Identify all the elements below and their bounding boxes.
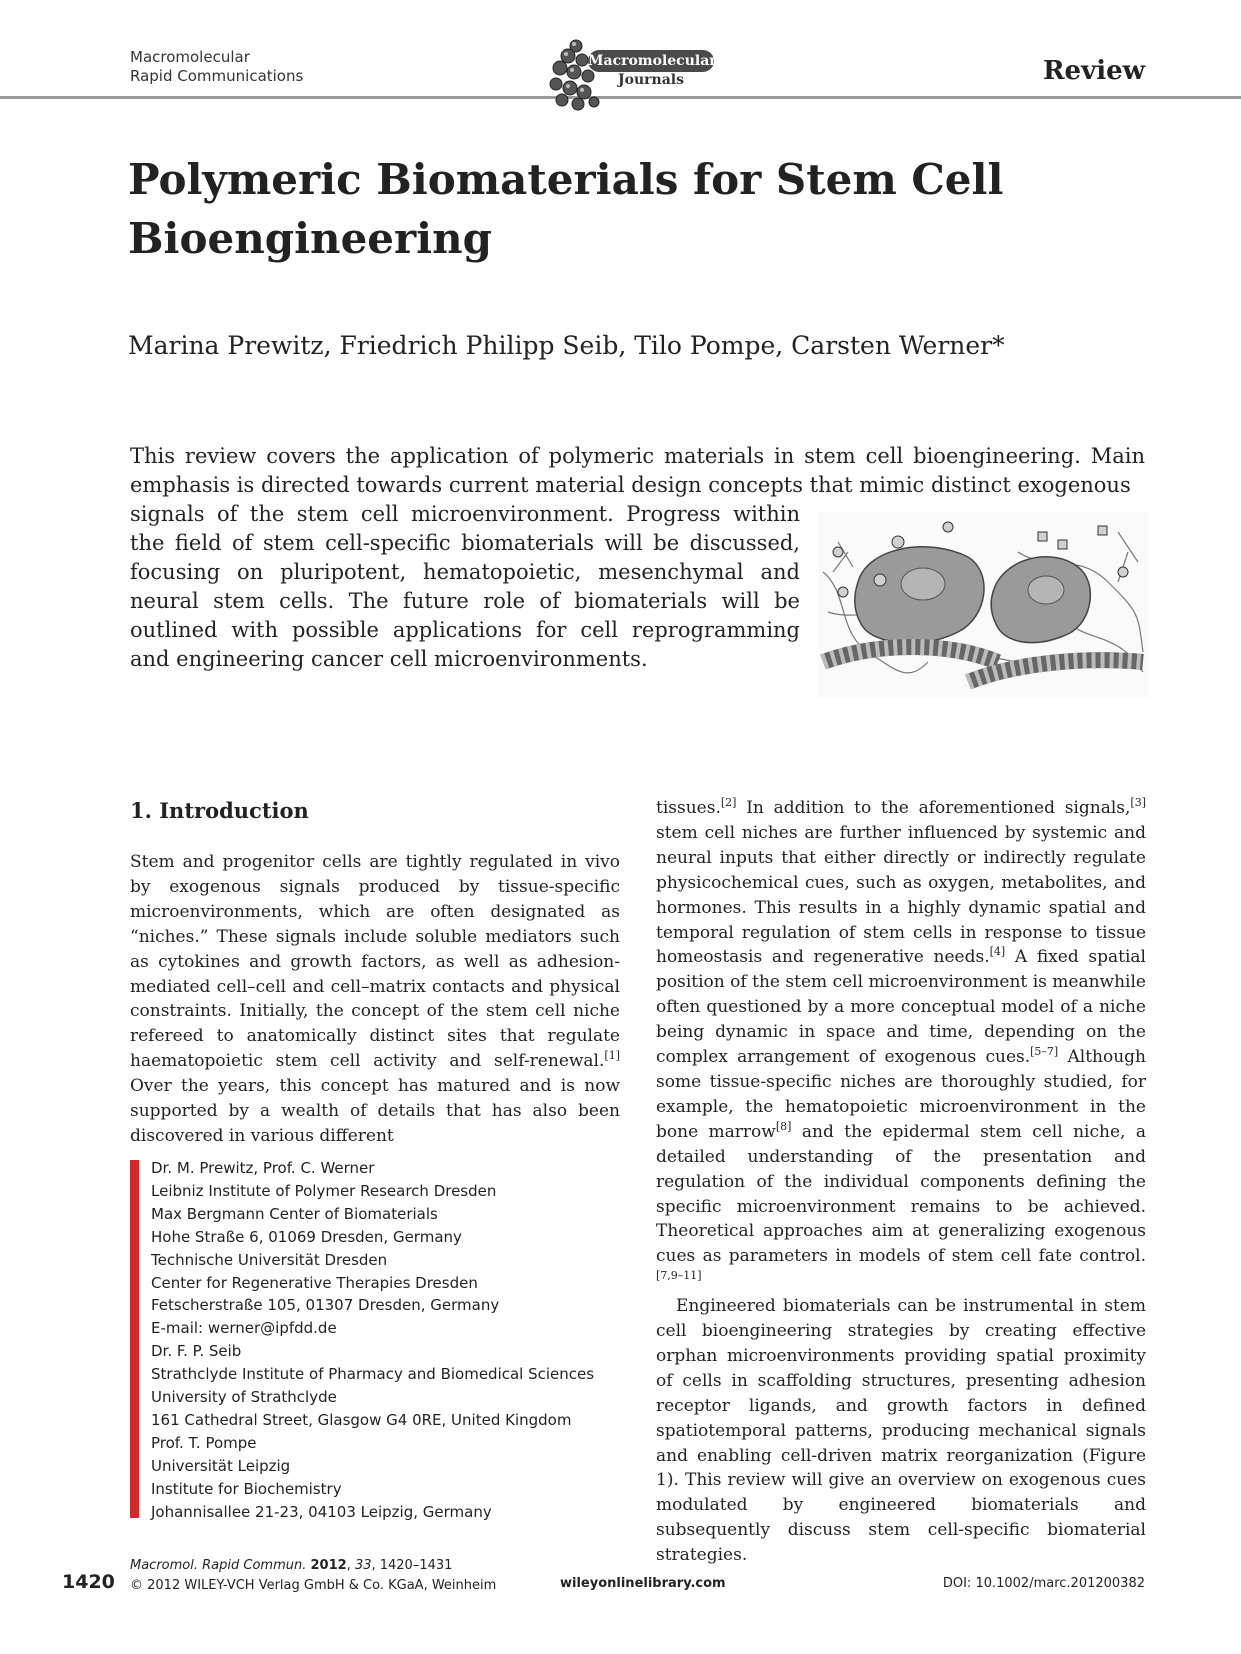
author-email[interactable]: E-mail: werner@ipfdd.de bbox=[151, 1319, 337, 1338]
title-line1: Polymeric Biomaterials for Stem Cell bbox=[128, 155, 1004, 204]
section-heading: 1. Introduction bbox=[130, 798, 309, 823]
journal-abbrev: Macromol. Rapid Commun. bbox=[130, 1558, 307, 1573]
citation: [8] bbox=[775, 1119, 792, 1133]
affiliation-line: Technische Universität Dresden bbox=[151, 1250, 388, 1269]
affiliation-line: Prof. T. Pompe bbox=[151, 1433, 257, 1452]
article-title bbox=[128, 150, 1128, 268]
intro-text: tissues. bbox=[656, 798, 721, 818]
affiliation-line: Hohe Straße 6, 01069 Dresden, Germany bbox=[151, 1227, 462, 1246]
affiliation-line: Dr. F. P. Seib bbox=[151, 1342, 242, 1361]
journal-logo bbox=[538, 36, 728, 116]
intro-text: In addition to the aforementioned signals, bbox=[736, 798, 1131, 818]
molecule-icon bbox=[538, 36, 618, 116]
affiliation-line: Leibniz Institute of Polymer Research Dresden bbox=[151, 1181, 497, 1200]
affiliation-line: Johannisallee 21-23, 04103 Leipzig, Germany bbox=[151, 1502, 492, 1521]
citation-pages: , 1420–1431 bbox=[371, 1558, 453, 1573]
affiliation-line: University of Strathclyde bbox=[151, 1388, 337, 1407]
citation: [7,9–11] bbox=[656, 1269, 702, 1283]
affiliation-line: Max Bergmann Center of Biomaterials bbox=[151, 1204, 438, 1223]
affiliation-line: 161 Cathedral Street, Glasgow G4 0RE, United Kingdom bbox=[151, 1410, 572, 1429]
intro-text: and the epidermal stem cell niche, a detailed understanding of the presentation and regulation of the individual components defining the specific microenvironment remains to be achieved. Theoretical approaches aim at generalizing exogenous cues as parameters in models of stem cell fate control. bbox=[656, 1121, 1146, 1267]
nucleus-right bbox=[1028, 576, 1064, 604]
publisher-website-link[interactable]: wileyonlinelibrary.com bbox=[560, 1576, 726, 1591]
intro-text: Although some tissue-specific niches are thoroughly studied, for example, the hematopoietic microenvironment in the bone marrow bbox=[656, 1047, 1147, 1142]
intro-right-column bbox=[656, 796, 1146, 1568]
citation: [1] bbox=[604, 1049, 620, 1063]
nucleus-left bbox=[901, 568, 945, 600]
doi-link[interactable]: DOI: 10.1002/marc.201200382 bbox=[942, 1576, 1145, 1591]
intro-paragraph: Engineered biomaterials can be instrumental in stem cell bioengineering strategies by creating effective orphan microenvironments providing spatial proximity of cells in scaffolding structures, presenting adhesion receptor ligands, and growth factors in defined spatiotemporal patterns, producing mechanical signals and enabling cell-driven matrix reorganization (Figure 1). This review will give an overview on exogenous cues modulated by engineered biomaterials and subsequently discuss stem cell-specific biomaterial strategies. bbox=[656, 1296, 1146, 1566]
affiliation-accent-bar bbox=[130, 1160, 139, 1518]
intro-text: A fixed spatial position of the stem cell microenvironment is meanwhile often questioned by a more conceptual model of a niche being dynamic in space and time, depending on the complex arrangement of exogenous cues. bbox=[656, 947, 1146, 1068]
affiliation-line: Fetscherstraße 105, 01307 Dresden, Germany bbox=[151, 1296, 500, 1315]
affiliation-line: Strathclyde Institute of Pharmacy and Biomedical Sciences bbox=[151, 1365, 595, 1384]
citation-year: 2012 bbox=[310, 1558, 347, 1573]
page-number: 1420 bbox=[62, 1571, 115, 1593]
citation: [5–7] bbox=[1030, 1045, 1059, 1059]
journal-name-line1: Macromolecular bbox=[130, 48, 250, 66]
affiliations bbox=[151, 1157, 621, 1524]
copyright: © 2012 WILEY-VCH Verlag GmbH & Co. KGaA, Weinheim bbox=[130, 1578, 497, 1593]
affiliation-line: Institute for Biochemistry bbox=[151, 1479, 342, 1498]
intro-left-column bbox=[130, 850, 620, 1149]
affiliation-line: Center for Regenerative Therapies Dresden bbox=[151, 1273, 478, 1292]
logo-subtitle: Journals bbox=[618, 72, 684, 88]
intro-text: stem cell niches are further influenced by systemic and neural inputs that either directly or indirectly regulate physicochemical cues, such as oxygen, metabolites, and hormones. This results in a highly dynamic spatial and temporal regulation of stem cells in response to tissue homeostasis and regenerative needs. bbox=[656, 822, 1146, 968]
abstract-lead: This review covers the application of polymeric materials in stem cell bioengineering. Main emphasis is directed towards current material design concepts that mimic distinct exogenous bbox=[130, 444, 1145, 497]
citation: [4] bbox=[989, 945, 1006, 959]
toc-graphic bbox=[818, 512, 1148, 698]
title-line2: Bioengineering bbox=[128, 214, 493, 263]
intro-paragraph bbox=[656, 796, 1146, 1294]
logo-badge: Macromolecular bbox=[588, 50, 714, 72]
citation-volume: 33 bbox=[354, 1558, 372, 1573]
abstract-body: signals of the stem cell microenvironment. Progress within the field of stem cell-specific biomaterials will be discussed, focusing on pluripotent, hematopoietic, mesenchymal and neural stem cells. The future role of biomaterials will be outlined with possible applications for cell reprogramming and engineering cancer cell microenvironments. bbox=[130, 502, 800, 671]
article-type: Review bbox=[1042, 56, 1145, 86]
author-list: Marina Prewitz, Friedrich Philipp Seib, Tilo Pompe, Carsten Werner* bbox=[128, 331, 1005, 360]
affiliation-line: Universität Leipzig bbox=[151, 1456, 291, 1475]
citation-footer bbox=[130, 1556, 496, 1596]
citation: [2] bbox=[720, 796, 737, 809]
affiliation-line: Dr. M. Prewitz, Prof. C. Werner bbox=[151, 1159, 375, 1177]
journal-name-line2: Rapid Communications bbox=[130, 67, 304, 85]
intro-text: Over the years, this concept has matured and is now supported by a wealth of details that has also been discovered in various different bbox=[130, 1076, 620, 1146]
intro-text: Stem and progenitor cells are tightly regulated in vivo by exogenous signals produced by tissue-specific microenvironments, which are often designated as “niches.” These signals include soluble mediators such as cytokines and growth factors, as well as adhesion-mediated cell–cell and cell–matrix contacts and physical constraints. Initially, the concept of the stem cell niche refereed to anatomically distinct sites that regulate haematopoietic stem cell activity and self-renewal. bbox=[130, 852, 620, 1072]
journal-citation: Macromol. Rapid Commun. 2012, 33, 1420–1431 bbox=[130, 1558, 453, 1573]
journal-name bbox=[130, 48, 303, 86]
citation: [3] bbox=[1130, 796, 1146, 809]
